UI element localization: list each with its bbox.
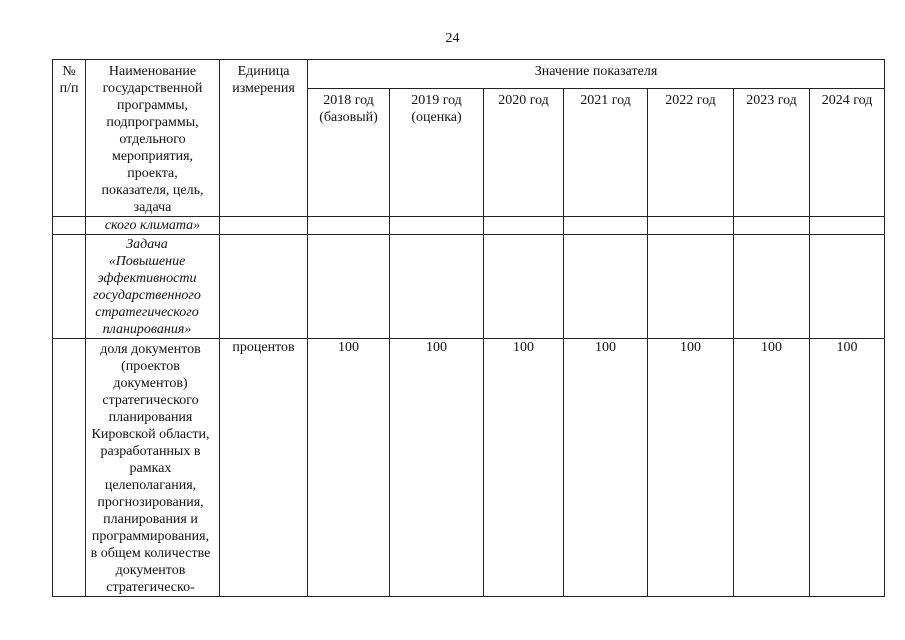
row-value: 100 xyxy=(308,339,390,597)
row-value xyxy=(648,217,734,235)
header-name: Наименование государственной программы, подпрограммы, отдельного мероприятия, проекта, показателя, цель, задача xyxy=(86,60,220,217)
row-name: ского климата» xyxy=(86,217,220,235)
row-unit: процентов xyxy=(220,339,308,597)
row-num xyxy=(53,235,86,339)
table-row xyxy=(53,235,885,339)
row-num xyxy=(53,217,86,235)
header-year: 2018 год (базовый) xyxy=(308,89,390,217)
table-header-row xyxy=(53,60,885,89)
table-row xyxy=(53,339,885,597)
row-value: 100 xyxy=(564,339,648,597)
indicators-table xyxy=(52,59,885,597)
header-num: № п/п xyxy=(53,60,86,217)
header-year: 2023 год xyxy=(734,89,810,217)
row-value xyxy=(810,235,885,339)
row-value: 100 xyxy=(390,339,484,597)
header-value-group: Значение показателя xyxy=(308,60,885,89)
row-value xyxy=(484,235,564,339)
row-value: 100 xyxy=(648,339,734,597)
row-unit xyxy=(220,217,308,235)
row-value xyxy=(484,217,564,235)
row-value: 100 xyxy=(484,339,564,597)
row-value xyxy=(390,235,484,339)
table-row xyxy=(53,217,885,235)
row-value xyxy=(390,217,484,235)
row-value xyxy=(308,217,390,235)
row-value xyxy=(648,235,734,339)
header-year: 2019 год (оценка) xyxy=(390,89,484,217)
header-year: 2024 год xyxy=(810,89,885,217)
row-value xyxy=(564,235,648,339)
row-value xyxy=(308,235,390,339)
page-number: 24 xyxy=(445,31,460,46)
header-unit: Единица измерения xyxy=(220,60,308,217)
row-name: доля документов (проектов документов) стратегического планирования Кировской области, разработанных в рамках целеполагания, прогнозирования, планирования и программирования, в общем количестве документов стратегическо- xyxy=(86,339,220,597)
header-year: 2021 год xyxy=(564,89,648,217)
row-value: 100 xyxy=(734,339,810,597)
header-year: 2022 год xyxy=(648,89,734,217)
row-value: 100 xyxy=(810,339,885,597)
row-value xyxy=(734,217,810,235)
row-value xyxy=(810,217,885,235)
row-name: Задача «Повышение эффективности государственного стратегического планирования» xyxy=(86,235,220,339)
row-num xyxy=(53,339,86,597)
row-unit xyxy=(220,235,308,339)
row-value xyxy=(734,235,810,339)
row-value xyxy=(564,217,648,235)
header-year: 2020 год xyxy=(484,89,564,217)
